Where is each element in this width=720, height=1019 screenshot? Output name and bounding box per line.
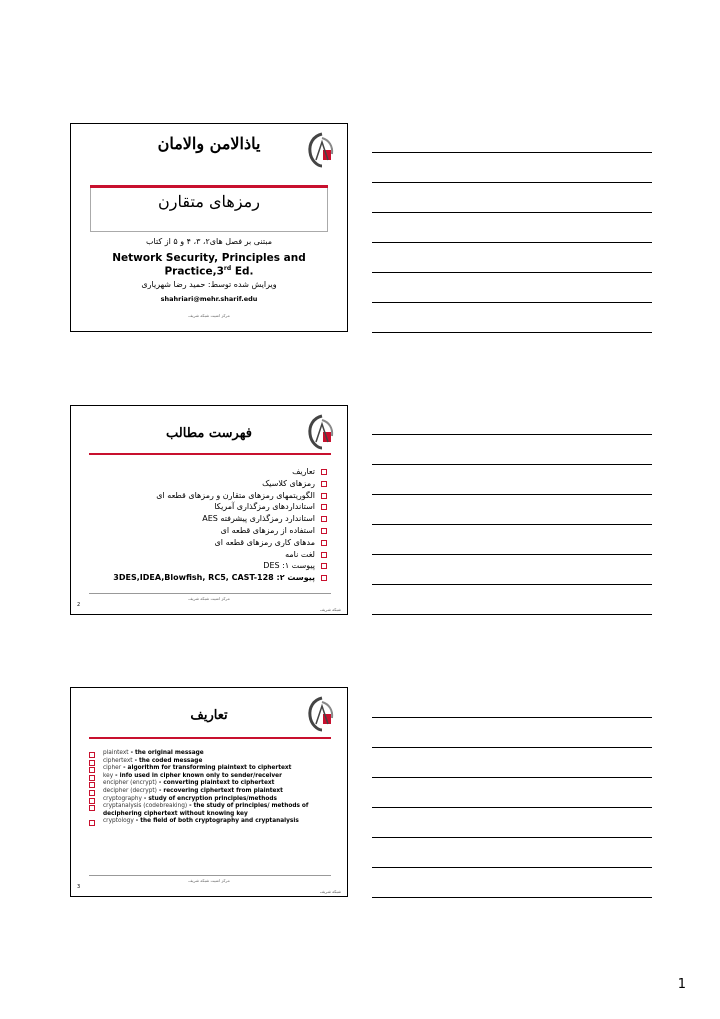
footer-rule <box>89 875 331 876</box>
book-title-sup: rd <box>223 265 232 272</box>
title-underline <box>89 453 331 455</box>
definition-item: plaintext - the original message <box>89 750 339 758</box>
definition-item: decipher (decrypt) - recovering ciphertext from plaintext <box>89 788 339 796</box>
bullet-icon <box>321 481 327 487</box>
based-on-text: مبتنی بر فصل های۲، ۳، ۴ و ۵ از کتاب <box>146 237 272 246</box>
bullet-icon <box>321 552 327 558</box>
bullet-icon <box>321 493 327 499</box>
toc-item[interactable]: استاندارد رمزگذاری پیشرفته AES <box>87 513 327 525</box>
slide-footer: مرکز امنیت شبکه شریف <box>188 878 230 883</box>
bullet-icon <box>321 469 327 475</box>
slide-1 <box>70 123 348 332</box>
toc-list <box>87 466 327 584</box>
toc-item[interactable]: تعاریف <box>87 466 327 478</box>
definition-item: key - info used in cipher known only to sender/receiver <box>89 773 339 781</box>
slide-title: تعاریف <box>190 708 228 723</box>
definition-item: cipher - algorithm for transforming plaintext to ciphertext <box>89 765 339 773</box>
toc-item[interactable]: الگوریتمهای رمزهای متقارن و رمزهای قطعه ای <box>87 490 327 502</box>
bullet-icon <box>89 805 95 811</box>
brand-text: شبکه شریف <box>320 607 341 612</box>
bullet-icon <box>321 575 327 581</box>
author-email[interactable]: shahriari@mehr.sharif.edu <box>160 295 258 303</box>
edited-by-text: ویرایش شده توسط: حمید رضا شهریاری <box>141 280 277 289</box>
definition-item: cryptanalysis (codebreaking) - the study of principles/ methods of deciphering ciphertext without knowing key <box>89 803 339 818</box>
definition-item: encipher (encrypt) - converting plaintext to ciphertext <box>89 780 339 788</box>
sheet-page-number: 1 <box>677 977 686 992</box>
footer-rule <box>89 593 331 594</box>
definition-item: ciphertext - the coded message <box>89 758 339 766</box>
toc-item[interactable]: استفاده از رمزهای قطعه ای <box>87 525 327 537</box>
page-number: 3 <box>77 884 81 890</box>
bullet-icon <box>321 540 327 546</box>
slide-footer: مرکز امنیت شبکه شریف <box>188 596 230 601</box>
brand-text: شبکه شریف <box>320 889 341 894</box>
slide-title: فهرست مطالب <box>166 426 252 441</box>
bullet-icon <box>321 516 327 522</box>
bullet-icon <box>321 528 327 534</box>
definition-item: cryptology - the field of both cryptography and cryptanalysis <box>89 818 339 826</box>
toc-item[interactable]: پیوست ۲: 3DES,IDEA,Blowfish, RC5, CAST-128 <box>87 572 327 584</box>
toc-item[interactable]: استانداردهای رمزگذاری آمریکا <box>87 501 327 513</box>
bullet-icon <box>89 820 95 826</box>
book-title-line2 <box>71 265 347 278</box>
book-title-ed: Ed. <box>231 265 254 278</box>
slide-footer: مرکز امنیت شبکه شریف <box>188 313 230 318</box>
definitions-list <box>89 750 339 826</box>
bullet-icon <box>321 563 327 569</box>
bullet-icon <box>321 504 327 510</box>
toc-item[interactable]: پیوست ۱: DES <box>87 560 327 572</box>
slide-2 <box>70 405 348 615</box>
book-title-edition: Practice,3 <box>164 265 224 278</box>
toc-item[interactable]: مدهای کاری رمزهای قطعه ای <box>87 537 327 549</box>
slide-3 <box>70 687 348 897</box>
toc-item[interactable]: رمزهای کلاسیک <box>87 478 327 490</box>
slide-title: رمزهای متقارن <box>158 192 260 211</box>
calligraphy-header: یاذالامن والامان <box>157 134 261 153</box>
definition-item: cryptography - study of encryption principles/methods <box>89 796 339 804</box>
toc-item[interactable]: لغت نامه <box>87 549 327 561</box>
title-underline <box>89 737 331 739</box>
book-title-line1: Network Security, Principles and <box>112 252 306 264</box>
page-number: 2 <box>77 602 81 608</box>
